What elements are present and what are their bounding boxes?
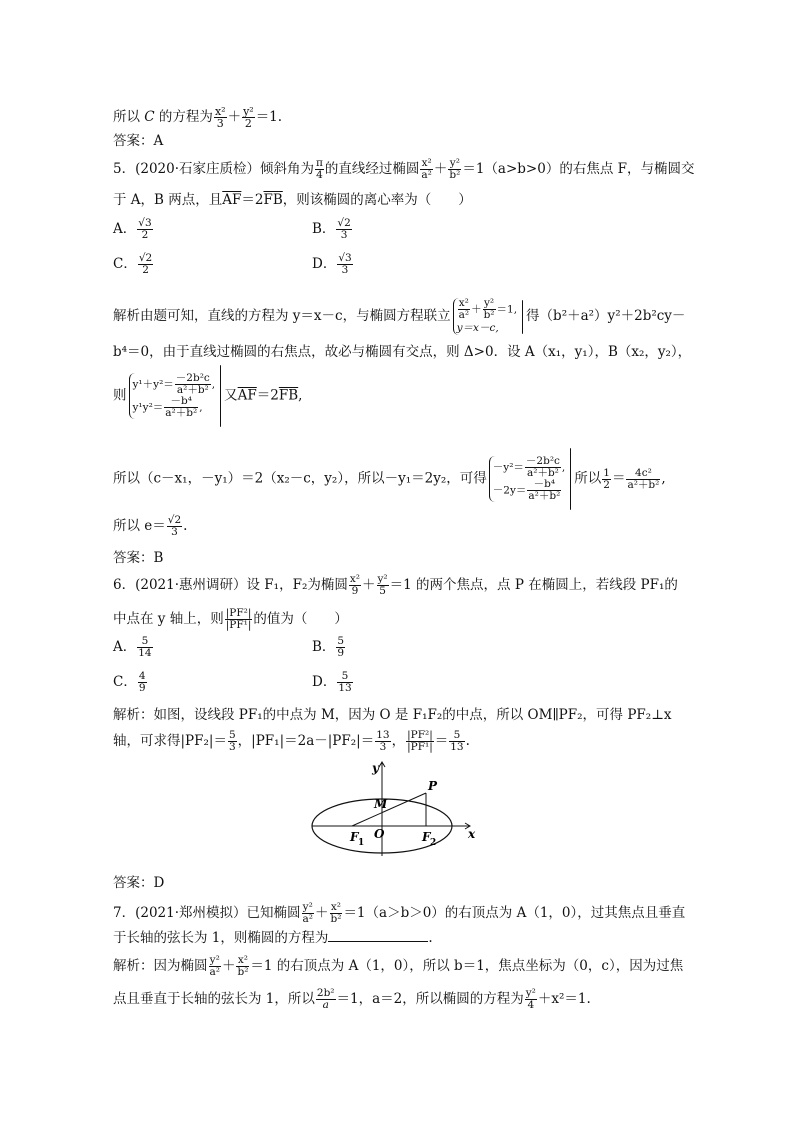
question-5-stem-2: 于 A，B 两点，且$\overline{AF}=2\overline{FB}$，则该椭圆的离心率为（ ） (113, 192, 472, 208)
q6-option-d[interactable]: D． $\frac{5}{13}$ (312, 670, 352, 694)
solution-5-line-3: 则y¹＋y²＝ $\frac{\text{－2b²c}}{\text{a²＋b²}}$ , y¹y²＝ $\frac{\text{－b⁴}}{\text{a²＋b²}}$ ,又$\overline{AF}=2\overline{FB}$, (113, 365, 302, 427)
label-m: M (374, 797, 388, 811)
solution-6-line-1: 解析：如图，设线段 PF₁的中点为 M，因为 O 是 F₁F₂的中点，所以 OM∥PF₂，可得 PF₂⊥x (113, 707, 672, 723)
label-o: O (374, 827, 385, 841)
label-x: x (468, 827, 476, 841)
question-5-stem: 5．(2020·石家庄质检）倾斜角为 $\frac{\pi}{4}$ 的直线经过椭圆 $\frac{\text{x²}}{\text{a²}}$ ＋ $\frac{\text{y²}}{\text{b²}}$ ＝1（a>b>0）的右焦点 F，与椭圆交 (113, 157, 695, 181)
q6-option-b[interactable]: B． $\frac{5}{9}$ (312, 635, 345, 659)
solution-5-line-1: 解析由题可知，直线的方程为 y＝x－c，与椭圆方程联立 $\frac{\text{x²}}{\text{a²}}$ ＋ $\frac{\text{y²}}{\text{b²}}$ ＝1, y＝x－c,得（b²＋a²）y²＋2b²cy－ (113, 297, 686, 334)
q5-option-d[interactable]: D． $\frac{√3}{3}$ (312, 252, 352, 276)
solution-6-line-2: 轴，可求得|PF₂|＝ $\frac{5}{3}$ ，|PF₁|＝2a－|PF₂|＝ $\frac{13}{3}$ ， $\frac{\text{|PF²|}}{\text{|PF¹|}}$ ＝ $\frac{5}{13}$ . (113, 729, 470, 753)
q5-option-c[interactable]: C． $\frac{√2}{2}$ (113, 252, 153, 276)
label-y: y (372, 761, 379, 775)
answer-5: 答案：B (113, 550, 164, 566)
ellipse-figure (310, 758, 490, 858)
segment-pf1 (352, 793, 426, 826)
q5-option-b[interactable]: B． $\frac{√2}{3}$ (312, 217, 351, 241)
solution-5-line-2: b⁴＝0，由于直线过椭圆的右焦点，故必与椭圆有交点，则 Δ>0．设 A（x₁，y₁），B（x₂，y₂）， (113, 344, 692, 360)
label-p: P (428, 779, 438, 793)
question-6-stem: 6．(2021·惠州调研）设 F₁，F₂为椭圆 $\frac{\text{x²}}{9}$ ＋ $\frac{\text{y²}}{5}$ ＝1 的两个焦点，点 P 在椭圆上，若线段 PF₁的 (113, 573, 678, 597)
solution-7-line-2: 点且垂直于长轴的弦长为 1，所以 $\frac{\text{2b²}}{a}$ ＝1，a＝2，所以椭圆的方程为 $\frac{\text{y²}}{4}$ ＋x²＝1. (113, 987, 591, 1011)
label-f1-sub: 1 (358, 838, 365, 848)
answer-line: 答案：A (113, 133, 164, 149)
question-7-stem-2: 于长轴的弦长为 1，则椭圆的方程为 . (113, 930, 433, 946)
label-f2: F (422, 830, 431, 844)
question-7-stem: 7．(2021·郑州模拟）已知椭圆 $\frac{\text{y²}}{\text{a²}}$ ＋ $\frac{\text{x²}}{\text{b²}}$ ＝1（a＞b＞0）的右顶点为 A（1，0），过其焦点且垂直 (113, 901, 686, 925)
solution-5-line-4: 所以（c－x₁，－y₁）＝2（x₂－c，y₂），所以－y₁＝2y₂，可得－y²＝ $\frac{\text{－2b²c}}{\text{a²＋b²}}$ , －2y＝ $\frac{\text{－b⁴}}{\text{a²＋b²}}$ 所以 $\frac{1}{2}$ ＝ $\frac{\text{4c²}}{\text{a²＋b²}}$ , (113, 448, 666, 510)
answer-6: 答案：D (113, 875, 165, 891)
label-f1: F (350, 830, 359, 844)
q5-option-a[interactable]: A． $\frac{√3}{2}$ (113, 217, 152, 241)
solution-5-line-5: 所以 e＝ $\frac{√2}{3}$ . (113, 514, 188, 538)
label-f2-sub: 2 (430, 838, 437, 848)
answer-blank[interactable] (328, 929, 428, 942)
conclusion-line: 所以 C 的方程为 $\frac{\text{x²}}{3}$ ＋ $\frac{\text{y²}}{2}$ ＝1. (113, 105, 283, 130)
question-6-stem-2: 中点在 y 轴上，则 $\frac{\text{|PF²|}}{\text{|PF¹|}}$ 的值为（ ） (113, 607, 348, 631)
q6-option-c[interactable]: C． $\frac{4}{9}$ (113, 670, 146, 694)
q6-option-a[interactable]: A． $\frac{5}{14}$ (113, 635, 152, 659)
solution-7-line-1: 解析：因为椭圆 $\frac{\text{y²}}{\text{a²}}$ ＋ $\frac{\text{x²}}{\text{b²}}$ ＝1 的右顶点为 A（1，0），所以 b＝1，焦点坐标为（0，c），因为过焦 (113, 954, 684, 978)
